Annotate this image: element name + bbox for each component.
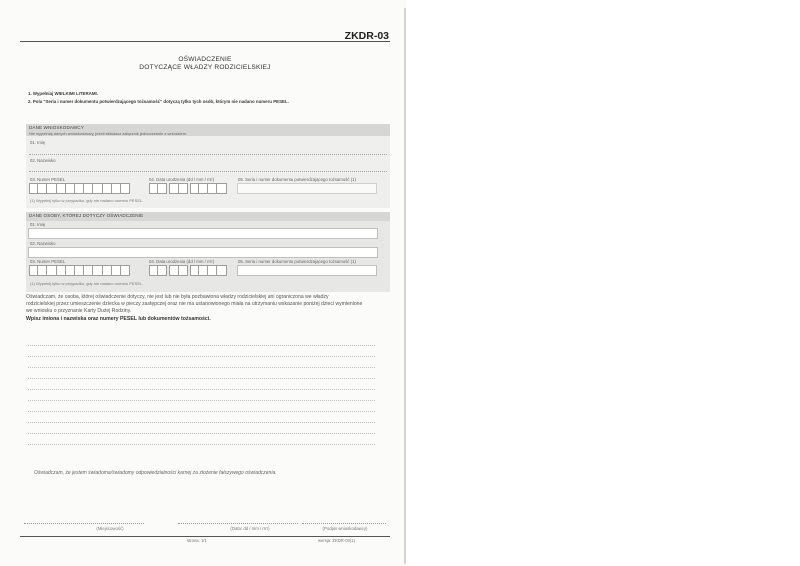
form-code: ZKDR-03 [344, 30, 389, 42]
person-footnote: (1) Wypełnij tylko w przypadku, gdy nie nadano numeru PESEL. [30, 281, 144, 286]
write-line-3[interactable] [28, 367, 375, 368]
write-instruction: Wpisz imiona i nazwiska oraz numery PESEL lub dokumentów tożsamości. [26, 316, 211, 322]
write-line-8[interactable] [28, 422, 375, 423]
applicant-birth-date-label: 04. Data urodzenia (dd / mm / rrrr) [149, 177, 215, 182]
applicant-last-name-label: 02. Nazwisko [30, 158, 56, 163]
date-line[interactable] [178, 523, 298, 524]
applicant-first-name-label: 01. Imię [30, 140, 46, 145]
person-pesel-field[interactable] [29, 265, 130, 276]
applicant-footnote: (1) Wypełnij tylko w przypadku, gdy nie nadano numeru PESEL. [30, 198, 144, 203]
statement-line-3: we wniosku o przyznanie Karty Dużej Rodziny. [26, 308, 132, 314]
place-line[interactable] [24, 523, 144, 524]
applicant-pesel-field[interactable] [29, 183, 130, 194]
person-id-document-field[interactable] [237, 265, 377, 276]
person-pesel-label: 03. Numer PESEL [30, 259, 66, 264]
person-first-name-field[interactable] [28, 228, 378, 239]
write-line-2[interactable] [28, 356, 375, 357]
applicant-heading: DANE WNIOSKODAWCY [29, 125, 84, 130]
person-birth-date-label: 04. Data urodzenia (dd / mm / rrrr) [149, 259, 215, 264]
person-birth-date-field[interactable] [149, 265, 227, 276]
instruction-2: 2. Pola "Seria i numer dokumentu potwierdzającego tożsamość" dotyczą tylko tych osób, którym nie nadano numeru PESEL. [28, 99, 289, 104]
signature-line[interactable] [302, 523, 386, 524]
person-heading: DANE OSOBY, KTÓREJ DOTYCZY OŚWIADCZENIE [29, 213, 144, 218]
page-number: strona: 1/1 [187, 538, 207, 543]
write-line-9[interactable] [28, 433, 375, 434]
write-line-7[interactable] [28, 411, 375, 412]
applicant-section-header [26, 124, 390, 136]
date-label: (Data: dd / mm / rrrr) [230, 526, 270, 531]
write-line-5[interactable] [28, 389, 375, 390]
person-last-name-field[interactable] [28, 247, 378, 258]
footer-rule [20, 536, 390, 537]
person-first-name-label: 01. Imię [30, 222, 46, 227]
page-edge [404, 8, 406, 564]
write-line-6[interactable] [28, 400, 375, 401]
write-line-1[interactable] [28, 345, 375, 346]
applicant-subheading: Nie wypełniaj danych wnioskodawcy, jeżeli składasz załącznik jednocześnie z wnioskiem. [29, 130, 188, 136]
form-title-line2: DOTYCZĄCE WŁADZY RODZICIELSKIEJ [139, 64, 271, 71]
person-section-header [26, 212, 390, 221]
header-rule [20, 41, 390, 42]
applicant-first-name-field[interactable] [29, 154, 387, 155]
statement-text [26, 294, 390, 315]
statement-line-2: rodzicielskiej przez umieszczenie dziecka w pieczy zastępczej oraz nie ma ustanowionego miała na utrzymaniu wskazanie poniżej dzieci wymienione [26, 301, 363, 307]
statement-line-1: Oświadczam, że osoba, której oświadczenie dotyczy, nie jest lub nie była pozbawiona władzy rodzicielskiej ani ograniczona we władzy [26, 294, 329, 300]
person-id-document-label: 05. Seria i numer dokumentu potwierdzającego tożsamość (1) [238, 259, 356, 264]
write-line-4[interactable] [28, 378, 375, 379]
signature-label: (Podpis wnioskodawcy) [322, 526, 368, 531]
place-label: (Miejscowość) [96, 526, 124, 531]
declaration-text: Oświadczam, że jestem świadoma/świadomy odpowiedzialności karnej za złożenie fałszywego oświadczenia. [34, 470, 277, 476]
form-version: wersja: ZKDR-03(1) [318, 538, 355, 543]
form-title-line1: OŚWIADCZENIE [178, 56, 232, 63]
person-last-name-label: 02. Nazwisko [30, 241, 56, 246]
applicant-pesel-label: 03. Numer PESEL [30, 177, 66, 182]
applicant-last-name-field[interactable] [29, 171, 387, 172]
applicant-birth-date-field[interactable] [149, 183, 227, 194]
applicant-id-document-field[interactable] [237, 183, 377, 194]
instruction-1: 1. Wypełniaj WIELKIMI LITERAMI. [28, 91, 98, 96]
write-line-10[interactable] [28, 444, 375, 445]
applicant-id-document-label: 05. Seria i numer dokumentu potwierdzającego tożsamość (1) [238, 177, 356, 182]
